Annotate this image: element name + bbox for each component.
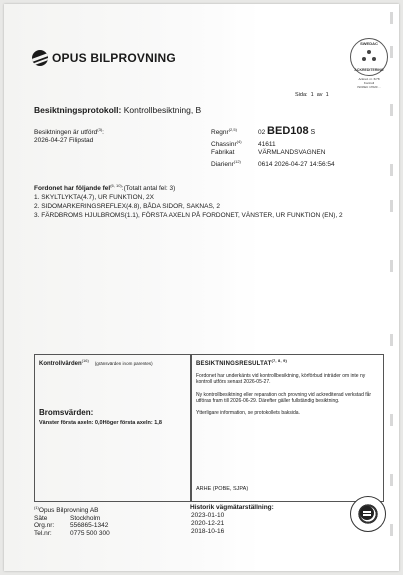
fault-item: 1. SKYLTLYKTA(4.7), UR FUNKTION, 2X [34, 194, 154, 202]
inspection-date-place: 2026-04-27 Filipstad [34, 137, 94, 145]
history-date: 2023-01-10 [191, 512, 225, 519]
chassi-row: Chassinr$^{(4)}$ 41611 [211, 138, 276, 148]
swedac-seal-icon: SWEDAC ACKREDITERING [350, 38, 388, 76]
company-info: $^{(1)}$Opus Bilprovning AB Säte Stockholm Org.nr: 556865-1342 Tel.nr: 0775 500 300 [34, 505, 110, 537]
fault-list: Fordonet har följande fel$^{(6, 10)}$:(Totalt antal fel: 3) 1. SKYLTLYKTA(4.7), UR FUNKTION, 2X 2. SIDOMARKERINGSREFLEX(4.8), BÅDA SIDOR, SAKNAS, 2 3. FÄRDBROMS HJULBROMS(1.1), FÖRSTA AXELN PÅ FORDONET, VÄNSTER, UR FUNKTION (EN), 2 [34, 183, 343, 220]
result-box: BESIKTNINGSRESULTAT$^{(7, 8, 9)}$ Fordonet har underkänts vid kontrollbesiktning, körförbud inträder om inte ny kontroll utförs senast 2026-05-27. Ny kontrollbesiktning eller reparation och provning vid ackrediterad verkstad får utföras fram till 2026-06-29. Därefter gäller fullständig besiktning. Ytterligare information, se protokollets baksida. ARHE (POBE, SJPA) [190, 354, 384, 502]
page-number: Sida: 1 av 1 [295, 92, 329, 98]
control-values-box: Kontrollvärden$^{(16)}$(gränsvärden inom parentes) Bromsvärden: Vänster första axeln: 0,0Höger första axeln: 1,8 [34, 354, 192, 502]
registration-number: BED108 [267, 125, 309, 138]
regnr-row: Regnr$^{(2,5)}$ 02 BED108 S [211, 125, 316, 138]
history-date: 2020-12-21 [191, 520, 225, 527]
opus-logo [32, 50, 176, 66]
opus-logo-icon [32, 50, 48, 66]
brand-name: OPUS BILPROVNING [52, 51, 176, 65]
result-text: Fordonet har underkänts vid kontrollbesiktning, körförbud inträder om inte ny kontroll utförs senast 2026-05-27. Ny kontrollbesiktning eller reparation och provning vid ackrediterad verkstad får utföras fram till 2026-06-29. Därefter gäller fullständig besiktning. Ytterligare information, se protokollets baksida. [196, 373, 372, 417]
inspection-info: Besiktningen är utförd$^{(3)}$: 2026-04-27 Filipstad [34, 127, 104, 145]
brake-values: Vänster första axeln: 0,0Höger första axeln: 1,8 [39, 420, 162, 426]
brake-heading: Bromsvärden: [39, 408, 94, 417]
vehicle-info [211, 126, 335, 169]
protocol-title: Besiktningsprotokoll: Kontrollbesiktning, B [34, 105, 202, 115]
edge-marks [387, 4, 393, 571]
swedac-seal: SWEDAC ACKREDITERING Ackred. nr. 6/78 Kontroll ISO/IEC 17020 ... [350, 38, 388, 84]
certification-seal-icon [350, 496, 386, 532]
fault-item: 2. SIDOMARKERINGSREFLEX(4.8), BÅDA SIDOR, SAKNAS, 2 [34, 203, 221, 211]
history-date: 2018-10-16 [191, 528, 225, 535]
fault-item: 3. FÄRDBROMS HJULBROMS(1.1), FÖRSTA AXELN PÅ FORDONET, VÄNSTER, UR FUNKTION (EN), 2 [34, 212, 343, 220]
inspector-signature: ARHE (POBE, SJPA) [196, 486, 249, 492]
diarie-row: Diarienr$^{(12)}$ 0614 2026-04-27 14:56:54 [211, 158, 335, 168]
protocol-page [4, 4, 399, 571]
fabrikat-row: Fabrikat VÄRMLANDSVAGNEN [211, 149, 326, 157]
odometer-history: Historik vägmätarställning: 2023-01-10 2020-12-21 2018-10-16 [190, 504, 274, 535]
